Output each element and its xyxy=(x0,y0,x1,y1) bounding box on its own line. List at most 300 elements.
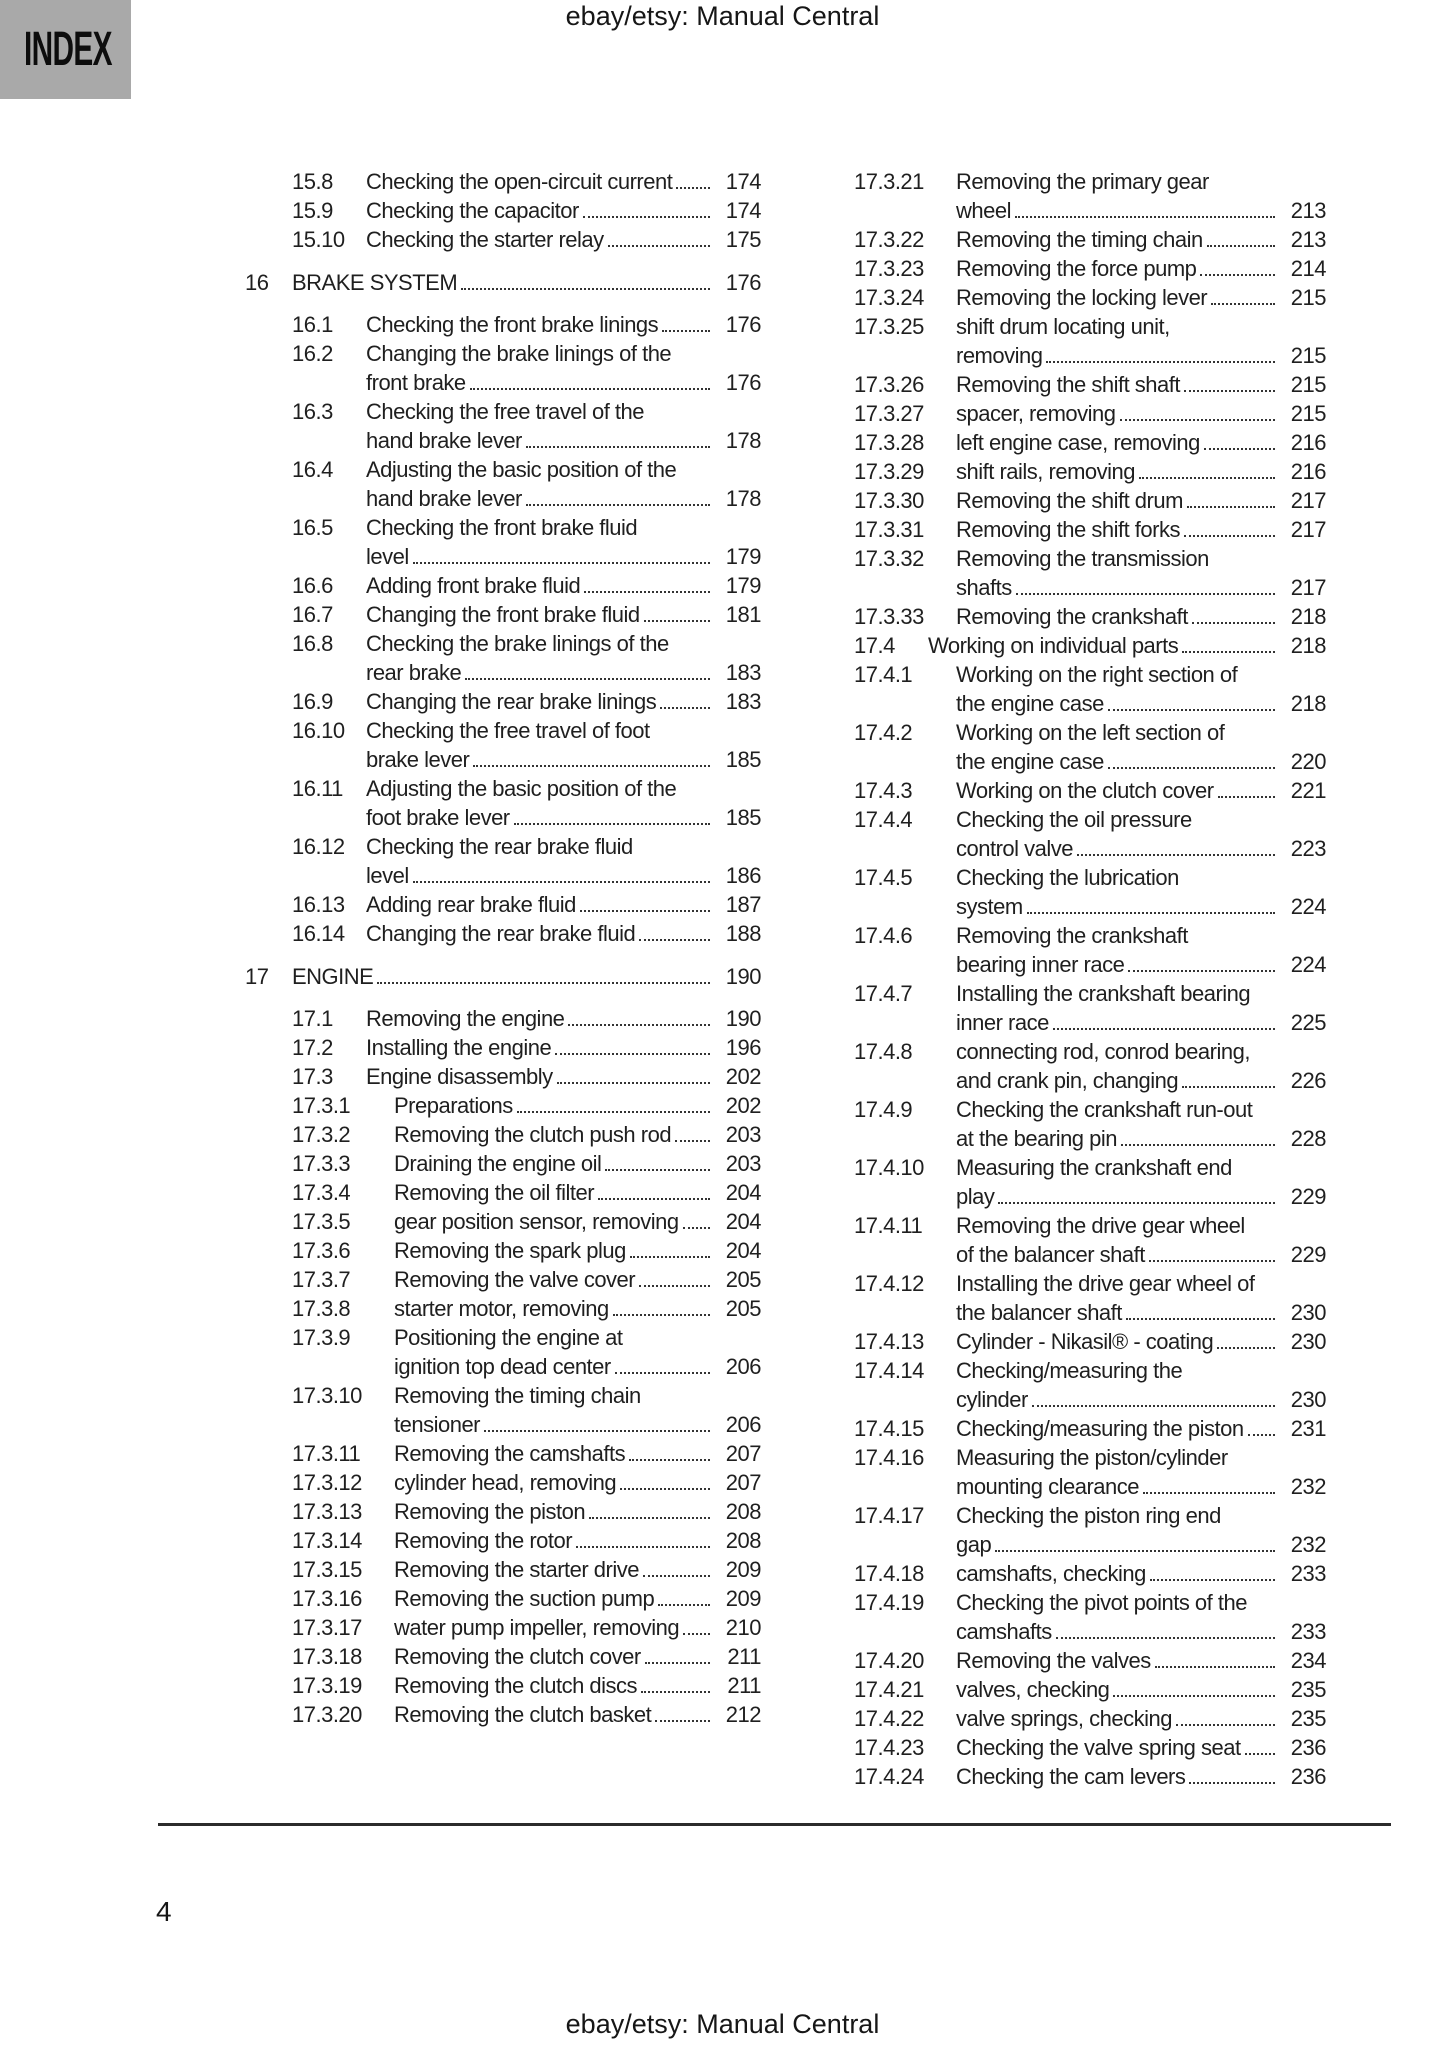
index-entry-row xyxy=(807,167,1326,196)
entry-page-number: 202 xyxy=(725,1093,761,1118)
entry-title: Checking the lubrication xyxy=(956,865,1179,890)
entry-title-continued: front brake xyxy=(366,370,466,395)
index-entry-row xyxy=(245,167,761,196)
index-entry-row xyxy=(807,428,1326,457)
dot-leader xyxy=(470,388,710,390)
index-entry-row xyxy=(807,1269,1326,1298)
index-entry-row xyxy=(807,979,1326,1008)
entry-title: Removing the oil filter xyxy=(394,1180,595,1205)
entry-page-number: 209 xyxy=(725,1557,761,1582)
dot-leader xyxy=(1189,1782,1275,1784)
entry-title: shift rails, removing xyxy=(956,459,1136,484)
entry-title: Removing the clutch cover xyxy=(394,1644,641,1669)
entry-page-number: 203 xyxy=(725,1122,761,1147)
index-entry-row xyxy=(245,1091,761,1120)
entry-number: 17.4.16 xyxy=(854,1445,924,1470)
index-entry-row xyxy=(245,542,761,571)
entry-number: 17.3.17 xyxy=(292,1615,362,1640)
entry-number: 17.3.5 xyxy=(292,1209,351,1234)
entry-title: Positioning the engine at xyxy=(394,1325,623,1350)
entry-page-number: 211 xyxy=(727,1673,761,1698)
index-entry-row xyxy=(807,892,1326,921)
dot-leader xyxy=(1056,1637,1275,1639)
entry-title-continued: tensioner xyxy=(394,1412,481,1437)
index-entry-row xyxy=(807,1153,1326,1182)
entry-number: 15.8 xyxy=(292,169,333,194)
entry-page-number: 223 xyxy=(1290,836,1326,861)
entry-title: left engine case, removing xyxy=(956,430,1200,455)
entry-title-continued: the engine case xyxy=(956,691,1104,716)
entry-number: 17.3.16 xyxy=(292,1586,362,1611)
entry-number: 17.4.10 xyxy=(854,1155,924,1180)
entry-title: shift drum locating unit, xyxy=(956,314,1170,339)
index-entry-row xyxy=(245,310,761,339)
entry-number: 17.4.5 xyxy=(854,865,913,890)
entry-page-number: 213 xyxy=(1290,198,1326,223)
index-entry-row xyxy=(807,1530,1326,1559)
entry-number: 16.1 xyxy=(292,312,333,337)
entry-number: 16.3 xyxy=(292,399,333,424)
entry-page-number: 178 xyxy=(725,428,761,453)
entry-title: ENGINE xyxy=(292,964,374,989)
entry-number: 17.4.24 xyxy=(854,1764,924,1789)
index-entry-row xyxy=(245,1613,761,1642)
entry-title: Installing the drive gear wheel of xyxy=(956,1271,1255,1296)
index-entry-row xyxy=(245,1207,761,1236)
entry-page-number: 207 xyxy=(725,1441,761,1466)
entry-number: 17.3.27 xyxy=(854,401,924,426)
entry-page-number: 188 xyxy=(725,921,761,946)
dot-leader xyxy=(1128,970,1275,972)
dot-leader xyxy=(1245,1753,1275,1755)
entry-number: 17.3.15 xyxy=(292,1557,362,1582)
dot-leader xyxy=(1032,1405,1275,1407)
entry-page-number: 214 xyxy=(1290,256,1326,281)
entry-page-number: 229 xyxy=(1290,1184,1326,1209)
index-entry-row xyxy=(245,455,761,484)
dot-leader xyxy=(484,1430,710,1432)
entry-title-continued: mounting clearance xyxy=(956,1474,1140,1499)
entry-number: 17.3.1 xyxy=(292,1093,351,1118)
index-entry-row xyxy=(245,1439,761,1468)
entry-page-number: 196 xyxy=(725,1035,761,1060)
entry-title: Removing the clutch discs xyxy=(394,1673,638,1698)
index-entry-row xyxy=(807,1066,1326,1095)
index-entry-row xyxy=(245,832,761,861)
dot-leader xyxy=(639,1285,710,1287)
index-entry-row xyxy=(245,1700,761,1729)
entry-page-number: 176 xyxy=(725,370,761,395)
dot-leader xyxy=(1204,448,1275,450)
index-entry-row xyxy=(807,1472,1326,1501)
index-entry-row xyxy=(245,1033,761,1062)
index-entry-row xyxy=(245,658,761,687)
entry-number: 17.4.4 xyxy=(854,807,913,832)
index-entry-row xyxy=(245,1555,761,1584)
entry-number: 17.3 xyxy=(292,1064,333,1089)
entry-title-continued: rear brake xyxy=(366,660,462,685)
entry-page-number: 190 xyxy=(725,964,761,989)
dot-leader xyxy=(1192,622,1275,624)
entry-title: BRAKE SYSTEM xyxy=(292,270,458,295)
index-entry-row xyxy=(807,1124,1326,1153)
entry-number: 17.3.21 xyxy=(854,169,924,194)
entry-title: Checking the oil pressure xyxy=(956,807,1192,832)
entry-title: Checking the cam levers xyxy=(956,1764,1186,1789)
entry-title: cylinder head, removing xyxy=(394,1470,617,1495)
entry-title: Changing the rear brake fluid xyxy=(366,921,636,946)
entry-number: 17.4.3 xyxy=(854,778,913,803)
entry-number: 17.3.8 xyxy=(292,1296,351,1321)
entry-title: Checking the front brake linings xyxy=(366,312,659,337)
dot-leader xyxy=(473,765,710,767)
index-entry-row xyxy=(807,312,1326,341)
dot-leader xyxy=(461,288,710,290)
dot-leader xyxy=(643,1575,710,1577)
entry-title-continued: system xyxy=(956,894,1023,919)
index-entry-row xyxy=(807,1762,1326,1791)
entry-title: Removing the camshafts xyxy=(394,1441,626,1466)
dot-leader xyxy=(580,910,710,912)
entry-title: Checking the valve spring seat xyxy=(956,1735,1241,1760)
entry-title: spacer, removing xyxy=(956,401,1116,426)
index-entry-row xyxy=(807,544,1326,573)
entry-title: Removing the valve cover xyxy=(394,1267,636,1292)
index-entry-row xyxy=(807,1182,1326,1211)
index-entry-row xyxy=(807,1646,1326,1675)
entry-page-number: 208 xyxy=(725,1528,761,1553)
entry-title: Installing the crankshaft bearing xyxy=(956,981,1251,1006)
entry-title: Checking the open-circuit current xyxy=(366,169,673,194)
entry-page-number: 204 xyxy=(725,1180,761,1205)
index-entry-row xyxy=(807,1298,1326,1327)
entry-title: starter motor, removing xyxy=(394,1296,609,1321)
entry-page-number: 190 xyxy=(725,1006,761,1031)
entry-page-number: 216 xyxy=(1290,459,1326,484)
dot-leader xyxy=(630,1256,710,1258)
entry-page-number: 228 xyxy=(1290,1126,1326,1151)
entry-title: Removing the timing chain xyxy=(956,227,1203,252)
entry-page-number: 217 xyxy=(1290,488,1326,513)
entry-title: Removing the valves xyxy=(956,1648,1151,1673)
index-entry-row xyxy=(245,600,761,629)
entry-title: Adjusting the basic position of the xyxy=(366,776,677,801)
entry-number: 16.5 xyxy=(292,515,333,540)
index-entry-row xyxy=(245,1526,761,1555)
dot-leader xyxy=(514,823,710,825)
entry-title-continued: ignition top dead center xyxy=(394,1354,611,1379)
index-entry-row xyxy=(807,225,1326,254)
entry-title: Checking/measuring the xyxy=(956,1358,1183,1383)
entry-number: 17.3.11 xyxy=(292,1441,361,1466)
entry-number: 17.3.12 xyxy=(292,1470,362,1495)
dot-leader xyxy=(1184,390,1275,392)
dot-leader xyxy=(1187,506,1275,508)
entry-page-number: 233 xyxy=(1290,1561,1326,1586)
entry-number: 17.4.8 xyxy=(854,1039,913,1064)
dot-leader xyxy=(1155,1666,1275,1668)
index-entry-row xyxy=(245,919,761,948)
entry-title: Checking the free travel of the xyxy=(366,399,644,424)
entry-page-number: 207 xyxy=(725,1470,761,1495)
entry-number: 17.3.22 xyxy=(854,227,924,252)
dot-leader xyxy=(557,1082,710,1084)
dot-leader xyxy=(1176,1724,1275,1726)
index-entry-row xyxy=(245,513,761,542)
dot-leader xyxy=(639,939,710,941)
entry-page-number: 213 xyxy=(1290,227,1326,252)
entry-number: 17.4.12 xyxy=(854,1271,924,1296)
entry-page-number: 234 xyxy=(1290,1648,1326,1673)
dot-leader xyxy=(645,1662,710,1664)
dot-leader xyxy=(598,1198,710,1200)
entry-title: Adjusting the basic position of the xyxy=(366,457,677,482)
dot-leader xyxy=(465,678,710,680)
dot-leader xyxy=(1016,593,1275,595)
entry-title: Adding rear brake fluid xyxy=(366,892,576,917)
toc-column-left xyxy=(245,167,761,1729)
index-entry-row xyxy=(807,1037,1326,1066)
entry-page-number: 202 xyxy=(725,1064,761,1089)
index-entry-row xyxy=(807,399,1326,428)
dot-leader xyxy=(1108,709,1275,711)
entry-number: 17.3.6 xyxy=(292,1238,351,1263)
index-entry-row xyxy=(807,1733,1326,1762)
footer-rule xyxy=(158,1823,1391,1826)
entry-number: 17.4.9 xyxy=(854,1097,913,1122)
index-entry-row xyxy=(245,1468,761,1497)
dot-leader xyxy=(568,1024,710,1026)
entry-title: Removing the crankshaft xyxy=(956,604,1188,629)
index-entry-row xyxy=(807,457,1326,486)
index-entry-row xyxy=(245,339,761,368)
entry-title: Removing the starter drive xyxy=(394,1557,639,1582)
entry-number: 17.3.28 xyxy=(854,430,924,455)
dot-leader xyxy=(413,562,710,564)
page-number: 4 xyxy=(156,1896,172,1927)
index-entry-row xyxy=(807,341,1326,370)
entry-page-number: 232 xyxy=(1290,1474,1326,1499)
entry-page-number: 185 xyxy=(725,805,761,830)
entry-page-number: 211 xyxy=(727,1644,761,1669)
dot-leader xyxy=(1184,535,1275,537)
entry-page-number: 232 xyxy=(1290,1532,1326,1557)
entry-title: connecting rod, conrod bearing, xyxy=(956,1039,1250,1064)
entry-title: Working on individual parts xyxy=(928,633,1179,658)
entry-title: Checking the capacitor xyxy=(366,198,579,223)
entry-number: 17.1 xyxy=(292,1006,333,1031)
entry-page-number: 176 xyxy=(725,270,761,295)
dot-leader xyxy=(1015,216,1275,218)
entry-title: Removing the force pump xyxy=(956,256,1197,281)
entry-title: Measuring the crankshaft end xyxy=(956,1155,1232,1180)
entry-title: Working on the left section of xyxy=(956,720,1225,745)
entry-title: Removing the locking lever xyxy=(956,285,1208,310)
entry-number: 17.4.15 xyxy=(854,1416,924,1441)
entry-title: Removing the rotor xyxy=(394,1528,573,1553)
entry-title: Removing the piston xyxy=(394,1499,586,1524)
entry-page-number: 226 xyxy=(1290,1068,1326,1093)
index-entry-row xyxy=(807,1414,1326,1443)
entry-page-number: 236 xyxy=(1290,1764,1326,1789)
index-entry-row xyxy=(245,1352,761,1381)
entry-number: 17.4.21 xyxy=(854,1677,924,1702)
entry-title: valves, checking xyxy=(956,1677,1110,1702)
entry-page-number: 220 xyxy=(1290,749,1326,774)
entry-page-number: 231 xyxy=(1290,1416,1326,1441)
dot-leader xyxy=(526,504,710,506)
index-entry-row xyxy=(245,890,761,919)
entry-page-number: 218 xyxy=(1290,633,1326,658)
entry-title: Removing the shift forks xyxy=(956,517,1180,542)
dot-leader xyxy=(555,1053,710,1055)
entry-number: 17.4 xyxy=(854,633,895,658)
entry-page-number: 229 xyxy=(1290,1242,1326,1267)
index-entry-row xyxy=(807,950,1326,979)
entry-title: Checking the starter relay xyxy=(366,227,604,252)
index-entry-row xyxy=(807,283,1326,312)
entry-page-number: 215 xyxy=(1290,401,1326,426)
dot-leader xyxy=(676,187,710,189)
entry-title-continued: the engine case xyxy=(956,749,1104,774)
index-entry-row xyxy=(807,631,1326,660)
dot-leader xyxy=(1121,1144,1275,1146)
entry-number: 16.11 xyxy=(292,776,343,801)
entry-number: 17.3.26 xyxy=(854,372,924,397)
entry-title: Removing the timing chain xyxy=(394,1383,641,1408)
entry-title: Checking the pivot points of the xyxy=(956,1590,1247,1615)
dot-leader xyxy=(413,881,710,883)
entry-title: Preparations xyxy=(394,1093,513,1118)
entry-number: 17.4.1 xyxy=(854,662,913,687)
dot-leader xyxy=(1113,1695,1275,1697)
index-entry-row xyxy=(245,1410,761,1439)
entry-number: 17.4.20 xyxy=(854,1648,924,1673)
entry-title: Removing the drive gear wheel xyxy=(956,1213,1245,1238)
index-entry-row xyxy=(245,426,761,455)
page-footer-title: ebay/etsy: Manual Central xyxy=(565,2009,880,2039)
dot-leader xyxy=(1200,274,1275,276)
entry-page-number: 236 xyxy=(1290,1735,1326,1760)
entry-title: Checking the brake linings of the xyxy=(366,631,669,656)
entry-number: 16.4 xyxy=(292,457,333,482)
index-entry-row xyxy=(245,1642,761,1671)
dot-leader xyxy=(615,1372,710,1374)
dot-leader xyxy=(995,1550,1275,1552)
entry-number: 15.10 xyxy=(292,227,345,252)
entry-number: 17.3.13 xyxy=(292,1499,362,1524)
entry-title-continued: inner race xyxy=(956,1010,1049,1035)
entry-page-number: 205 xyxy=(725,1267,761,1292)
dot-leader xyxy=(620,1488,710,1490)
index-entry-row xyxy=(807,1617,1326,1646)
entry-number: 17.4.11 xyxy=(854,1213,923,1238)
index-entry-row xyxy=(245,962,761,991)
entry-title: Working on the right section of xyxy=(956,662,1238,687)
index-entry-row xyxy=(245,774,761,803)
dot-leader xyxy=(517,1111,710,1113)
entry-title-continued: level xyxy=(366,863,409,888)
index-entry-row xyxy=(245,803,761,832)
index-entry-row xyxy=(807,776,1326,805)
entry-title: Removing the primary gear xyxy=(956,169,1209,194)
entry-page-number: 218 xyxy=(1290,691,1326,716)
entry-page-number: 205 xyxy=(725,1296,761,1321)
dot-leader xyxy=(1182,651,1275,653)
entry-page-number: 235 xyxy=(1290,1677,1326,1702)
dot-leader xyxy=(1149,1260,1275,1262)
entry-page-number: 179 xyxy=(725,573,761,598)
entry-title: Removing the spark plug xyxy=(394,1238,626,1263)
index-tab-label: INDEX xyxy=(24,23,112,76)
dot-leader xyxy=(658,1604,710,1606)
index-entry-row xyxy=(807,1588,1326,1617)
index-entry-row xyxy=(807,921,1326,950)
entry-number: 16.10 xyxy=(292,718,345,743)
entry-number: 17.3.25 xyxy=(854,314,924,339)
index-entry-row xyxy=(245,1294,761,1323)
entry-page-number: 183 xyxy=(725,689,761,714)
entry-number: 17.3.3 xyxy=(292,1151,351,1176)
entry-title-continued: brake lever xyxy=(366,747,470,772)
entry-number: 17.3.9 xyxy=(292,1325,351,1350)
index-entry-row xyxy=(245,484,761,513)
entry-title: valve springs, checking xyxy=(956,1706,1172,1731)
entry-page-number: 186 xyxy=(725,863,761,888)
dot-leader xyxy=(683,1633,710,1635)
dot-leader xyxy=(583,216,710,218)
entry-page-number: 215 xyxy=(1290,343,1326,368)
index-entry-row xyxy=(807,718,1326,747)
entry-number: 17.3.18 xyxy=(292,1644,362,1669)
entry-title-continued: play xyxy=(956,1184,995,1209)
dot-leader xyxy=(1218,796,1275,798)
index-entry-row xyxy=(245,629,761,658)
entry-title-continued: gap xyxy=(956,1532,992,1557)
entry-title: Removing the transmission xyxy=(956,546,1209,571)
index-entry-row xyxy=(245,1236,761,1265)
entry-number: 17.3.10 xyxy=(292,1383,362,1408)
entry-number: 16.13 xyxy=(292,892,345,917)
index-entry-row xyxy=(807,486,1326,515)
dot-leader xyxy=(576,1546,710,1548)
entry-number: 16.2 xyxy=(292,341,333,366)
dot-leader xyxy=(589,1517,710,1519)
entry-number: 17.3.29 xyxy=(854,459,924,484)
dot-leader xyxy=(608,245,710,247)
entry-page-number: 235 xyxy=(1290,1706,1326,1731)
index-entry-row xyxy=(807,1240,1326,1269)
index-entry-row xyxy=(807,689,1326,718)
entry-page-number: 210 xyxy=(725,1615,761,1640)
dot-leader xyxy=(644,620,710,622)
entry-title: camshafts, checking xyxy=(956,1561,1146,1586)
entry-number: 17.3.32 xyxy=(854,546,924,571)
dot-leader xyxy=(662,330,710,332)
entry-title: gear position sensor, removing xyxy=(394,1209,679,1234)
entry-title-continued: wheel xyxy=(956,198,1011,223)
entry-title: Cylinder - Nikasil® - coating xyxy=(956,1329,1214,1354)
entry-number: 17.3.23 xyxy=(854,256,924,281)
entry-page-number: 230 xyxy=(1290,1300,1326,1325)
entry-number: 17.3.2 xyxy=(292,1122,351,1147)
entry-title: Changing the brake linings of the xyxy=(366,341,672,366)
entry-page-number: 218 xyxy=(1290,604,1326,629)
entry-page-number: 209 xyxy=(725,1586,761,1611)
entry-page-number: 212 xyxy=(725,1702,761,1727)
entry-number: 17.3.19 xyxy=(292,1673,362,1698)
index-entry-row xyxy=(245,268,761,297)
